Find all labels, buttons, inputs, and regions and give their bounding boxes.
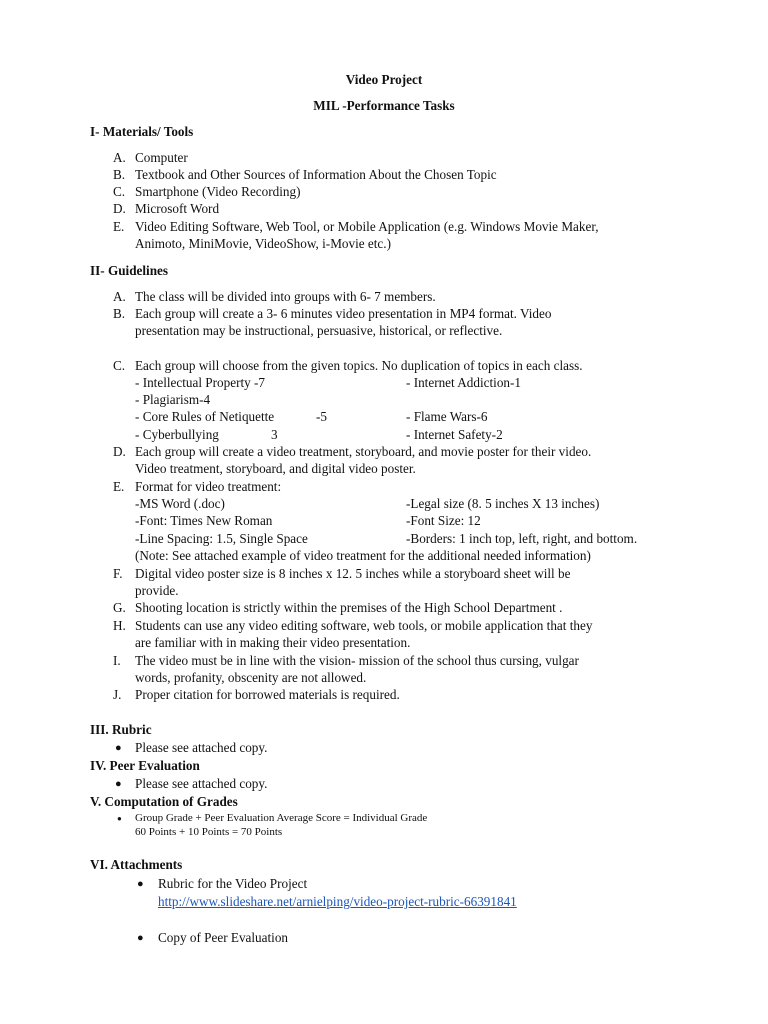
attachment-rubric-label: Rubric for the Video Project [158,876,308,891]
attachments-heading: VI. Attachments [90,857,183,872]
list-item-label: H. [113,618,126,633]
bullet-icon: ● [115,742,122,754]
list-item-label: G. [113,600,126,615]
format-spec: -Legal size (8. 5 inches X 13 inches) [406,496,600,511]
list-item-label: D. [113,444,126,459]
list-item-text: The class will be divided into groups with 6- 7 members. [135,289,436,304]
list-item-label: C. [113,358,126,373]
topic-item: - Core Rules of Netiquette [135,409,275,424]
bullet-icon: ● [117,814,122,823]
list-item-label: I. [113,653,121,668]
format-spec: -Line Spacing: 1.5, Single Space [135,531,308,546]
list-item-text: presentation may be instructional, persuasive, historical, or reflective. [135,323,503,338]
peer-evaluation-heading: IV. Peer Evaluation [90,758,200,773]
format-spec: -Font Size: 12 [406,513,481,528]
list-item-text: Format for video treatment: [135,479,282,494]
document-title: Video Project [345,72,423,87]
list-item-text: Shooting location is strictly within the premises of the High School Department . [135,600,563,615]
list-item-text: words, profanity, obscenity are not allowed. [135,670,367,685]
list-item-label: D. [113,201,126,216]
document-subtitle: MIL -Performance Tasks [313,98,455,113]
topic-item: - Internet Addiction-1 [406,375,521,390]
rubric-heading: III. Rubric [90,722,152,737]
attachment-peer-evaluation-label: Copy of Peer Evaluation [158,930,289,945]
list-item-text: Proper citation for borrowed materials is required. [135,687,400,702]
list-item-label: F. [113,566,123,581]
topic-item: - Flame Wars-6 [406,409,488,424]
materials-heading: I- Materials/ Tools [90,124,194,139]
list-item-label: B. [113,306,126,321]
topic-item: - Intellectual Property -7 [135,375,265,390]
rubric-note: Please see attached copy. [135,740,268,755]
list-item-label: A. [113,289,126,304]
list-item-text: provide. [135,583,179,598]
grades-formula: Group Grade + Peer Evaluation Average Score = Individual Grade [135,812,428,824]
list-item-text: Microsoft Word [135,201,220,216]
list-item-label: E. [113,219,125,234]
list-item-label: A. [113,150,126,165]
list-item-label: C. [113,184,126,199]
topic-group-number: -5 [316,409,327,424]
list-item-text: Each group will create a 3- 6 minutes video presentation in MP4 format. Video [135,306,552,321]
topic-item: - Plagiarism-4 [135,392,211,407]
format-spec: -MS Word (.doc) [135,496,225,511]
list-item-text: Video treatment, storyboard, and digital video poster. [135,461,416,476]
topic-item: - Internet Safety-2 [406,427,503,442]
bullet-icon: ● [137,878,144,890]
list-item-label: E. [113,479,125,494]
list-item-text: Textbook and Other Sources of Information About the Chosen Topic [135,167,497,182]
list-item-text: Computer [135,150,188,165]
list-item-text: Each group will create a video treatment, storyboard, and movie poster for their video. [135,444,592,459]
list-item-text: The video must be in line with the vision- mission of the school thus cursing, vulgar [135,653,579,668]
list-item-text: Video Editing Software, Web Tool, or Mobile Application (e.g. Windows Movie Maker, [135,219,599,234]
grades-heading: V. Computation of Grades [90,794,238,809]
topic-item: - Cyberbullying [135,427,219,442]
list-item-label: J. [113,687,122,702]
list-item-text: Students can use any video editing software, web tools, or mobile application that they [135,618,593,633]
topic-group-number: 3 [271,427,278,442]
peer-evaluation-note: Please see attached copy. [135,776,268,791]
list-item-text: are familiar with in making their video presentation. [135,635,411,650]
list-item-text: Digital video poster size is 8 inches x 12. 5 inches while a storyboard sheet will be [135,566,571,581]
list-item-text: Animoto, MiniMovie, VideoShow, i-Movie etc.) [135,236,391,251]
list-item-text: Smartphone (Video Recording) [135,184,301,199]
format-note: (Note: See attached example of video treatment for the additional needed information) [135,548,591,563]
grades-example: 60 Points + 10 Points = 70 Points [135,826,283,838]
format-spec: -Borders: 1 inch top, left, right, and bottom. [406,531,638,546]
list-item-text: Each group will choose from the given topics. No duplication of topics in each class. [135,358,583,373]
guidelines-heading: II- Guidelines [90,263,169,278]
rubric-link[interactable]: http://www.slideshare.net/arnielping/video-project-rubric-66391841 [158,894,517,909]
bullet-icon: ● [115,778,122,790]
bullet-icon: ● [137,932,144,944]
format-spec: -Font: Times New Roman [135,513,273,528]
list-item-label: B. [113,167,126,182]
